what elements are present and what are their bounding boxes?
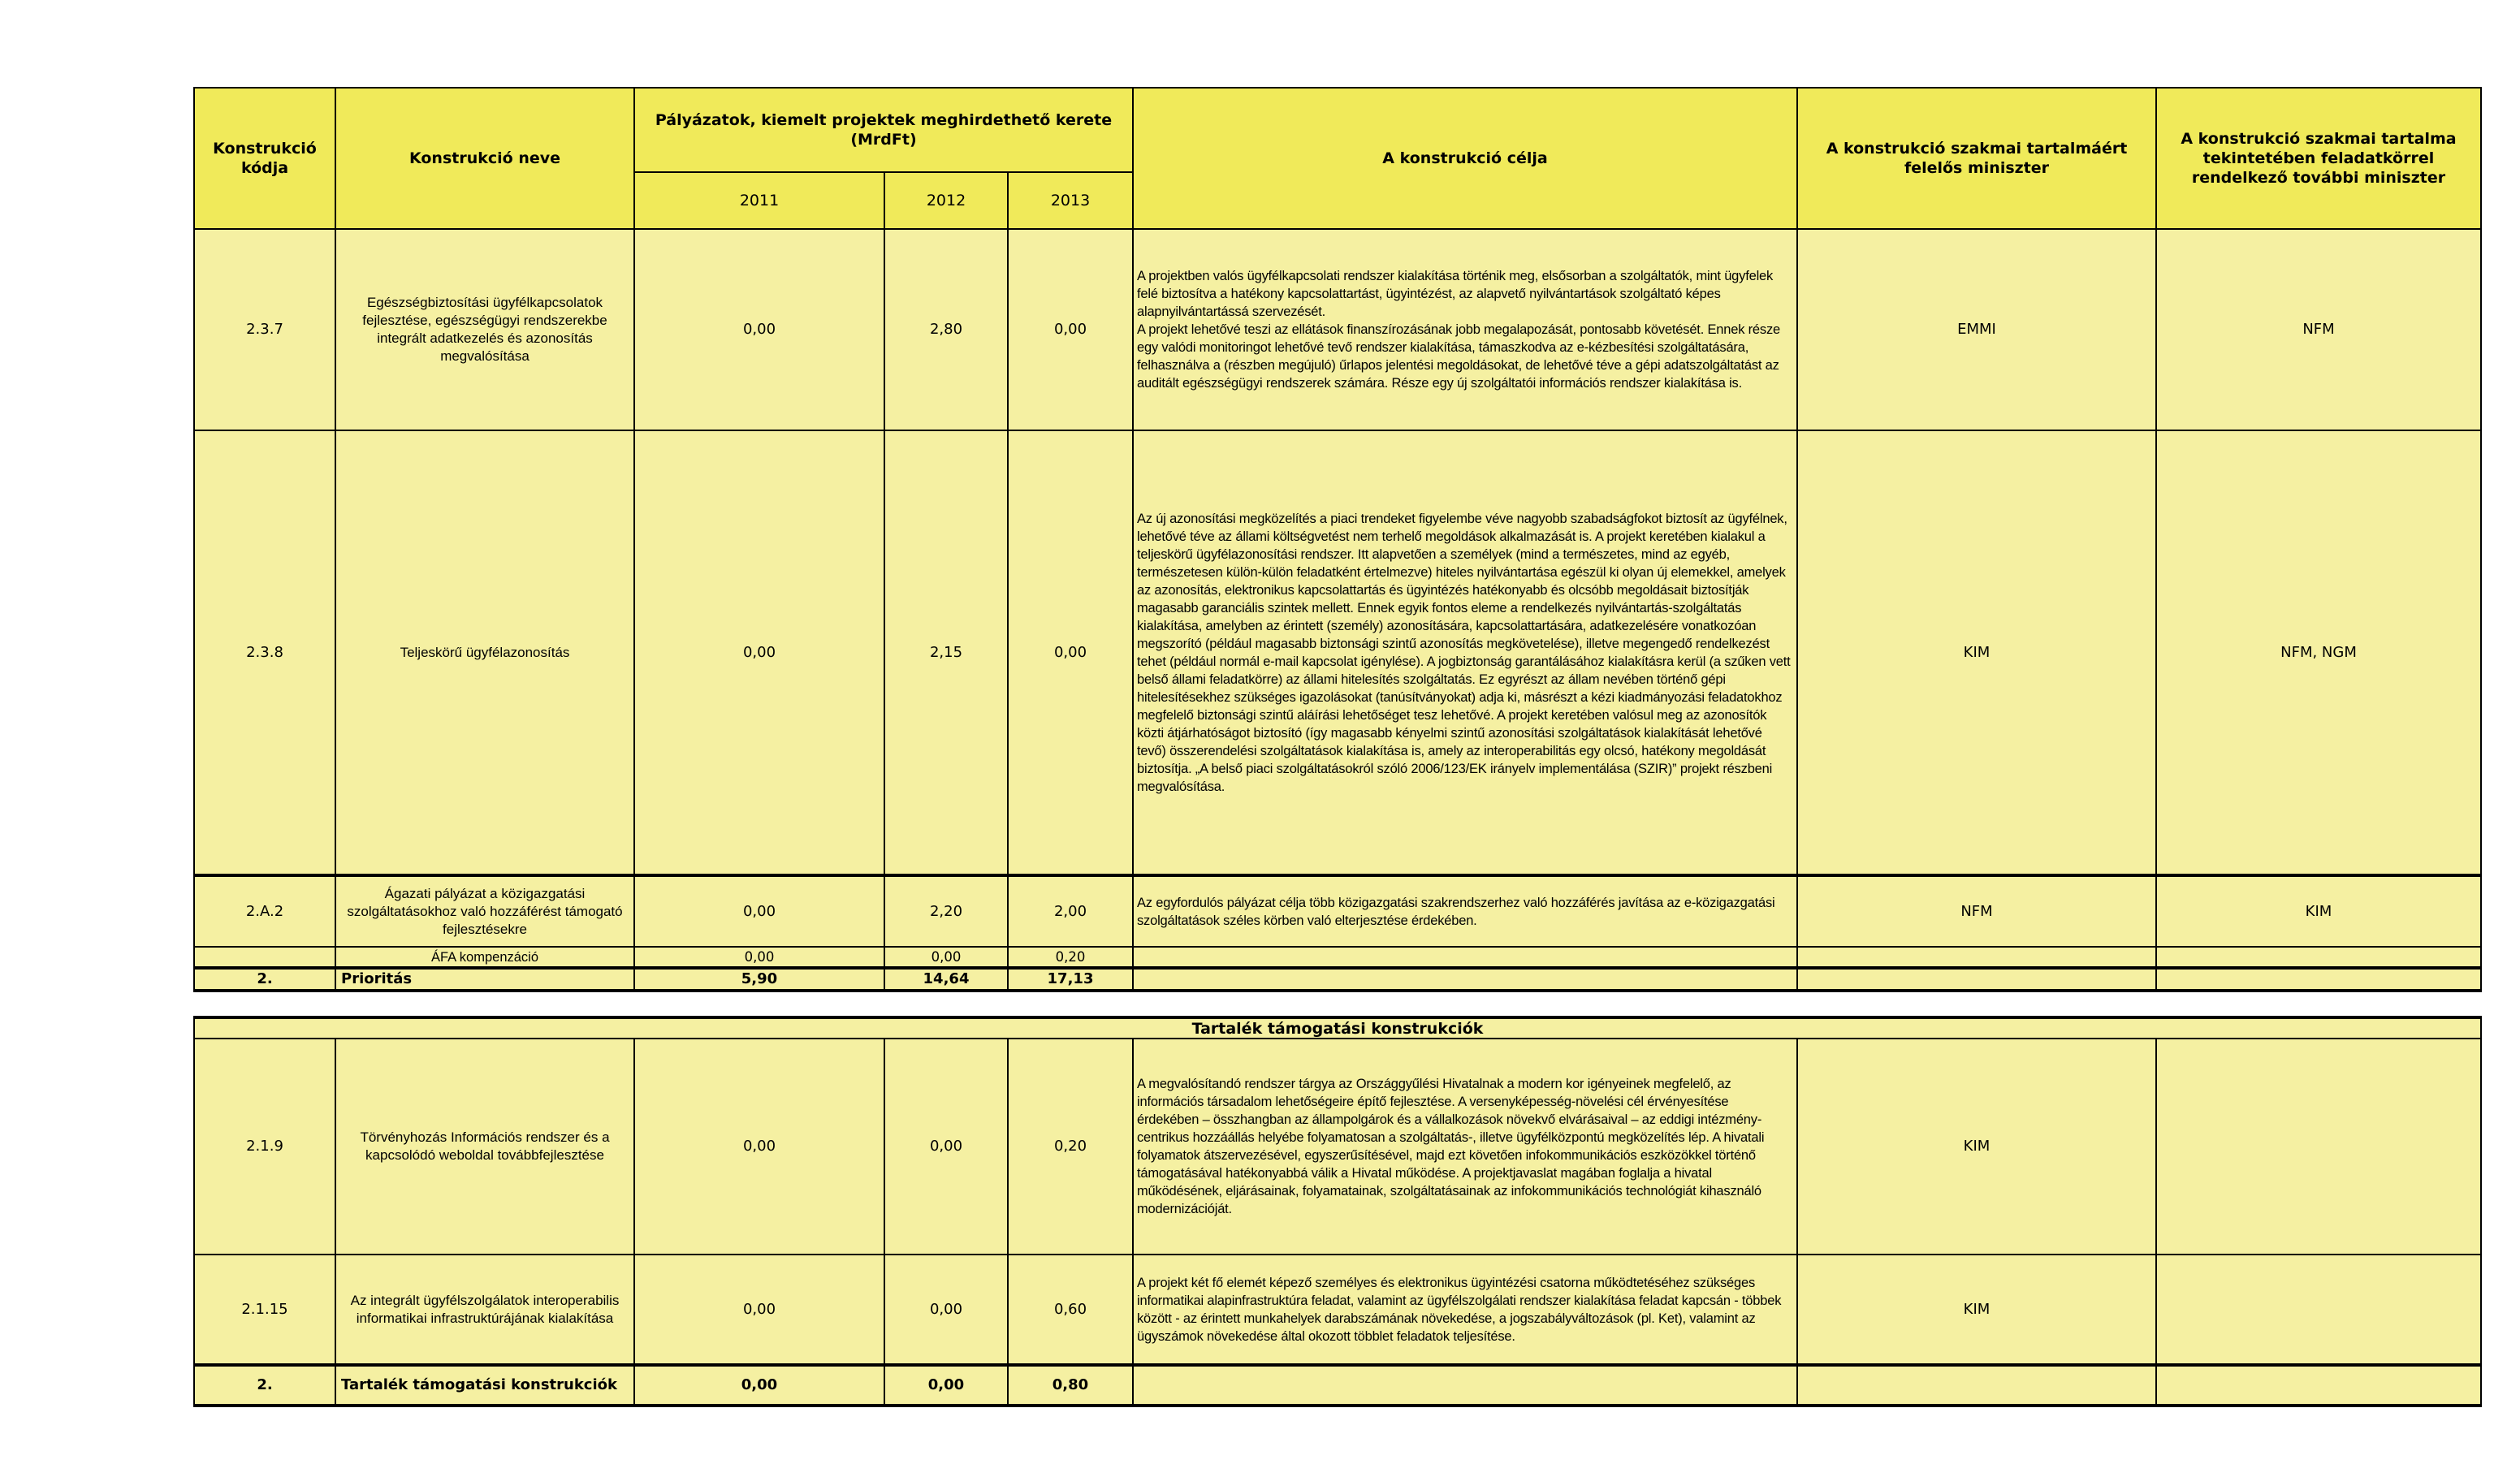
row-value-2012: 2,80 xyxy=(884,229,1008,430)
header-other-minister: A konstrukció szakmai tartalma tekintetében feladatkörrel rendelkező további miniszter xyxy=(2156,88,2481,229)
afa-code xyxy=(194,947,335,968)
total-minister xyxy=(1797,1365,2156,1406)
total-value-2013: 17,13 xyxy=(1008,968,1133,991)
table-row xyxy=(194,1039,2481,1255)
total-code: 2. xyxy=(194,1365,335,1406)
row-value-2011: 0,00 xyxy=(634,875,884,947)
afa-value-2011: 0,00 xyxy=(634,947,884,968)
afa-minister xyxy=(1797,947,2156,968)
row-value-2013: 0,00 xyxy=(1008,229,1133,430)
row-value-2013: 0,20 xyxy=(1008,1039,1133,1255)
header-name: Konstrukció neve xyxy=(335,88,634,229)
total-row xyxy=(194,968,2481,991)
row-minister: KIM xyxy=(1797,1255,2156,1365)
header-year-2012: 2012 xyxy=(884,172,1008,229)
row-name: Egészségbiztosítási ügyfélkapcsolatok fejlesztése, egészségügyi rendszerekbe integrált adatkezelés és azonosítás megvalósítása xyxy=(335,229,634,430)
table-row xyxy=(194,229,2481,430)
total-value-2011: 0,00 xyxy=(634,1365,884,1406)
row-name: Az integrált ügyfélszolgálatok interoperabilis informatikai infrastruktúrájának kialakítása xyxy=(335,1255,634,1365)
afa-other xyxy=(2156,947,2481,968)
row-value-2011: 0,00 xyxy=(634,229,884,430)
row-other-minister xyxy=(2156,1039,2481,1255)
header-code: Konstrukció kódja xyxy=(194,88,335,229)
row-code: 2.1.9 xyxy=(194,1039,335,1255)
row-name: Ágazati pályázat a közigazgatási szolgáltatásokhoz való hozzáférést támogató fejlesztésekre xyxy=(335,875,634,947)
table-row xyxy=(194,875,2481,947)
row-minister: KIM xyxy=(1797,430,2156,875)
total-goal xyxy=(1133,1365,1797,1406)
afa-label: ÁFA kompenzáció xyxy=(335,947,634,968)
total-row xyxy=(194,1365,2481,1406)
row-value-2013: 2,00 xyxy=(1008,875,1133,947)
row-minister: EMMI xyxy=(1797,229,2156,430)
row-other-minister: KIM xyxy=(2156,875,2481,947)
afa-value-2013: 0,20 xyxy=(1008,947,1133,968)
table-row xyxy=(194,1255,2481,1365)
row-value-2013: 0,00 xyxy=(1008,430,1133,875)
reserve-section-title: Tartalék támogatási konstrukciók xyxy=(194,1017,2481,1039)
header-minister: A konstrukció szakmai tartalmáért felelős miniszter xyxy=(1797,88,2156,229)
row-value-2011: 0,00 xyxy=(634,1255,884,1365)
row-other-minister: NFM, NGM xyxy=(2156,430,2481,875)
total-value-2012: 0,00 xyxy=(884,1365,1008,1406)
total-label: Tartalék támogatási konstrukciók xyxy=(335,1365,634,1406)
row-name: Törvényhozás Információs rendszer és a kapcsolódó weboldal továbbfejlesztése xyxy=(335,1039,634,1255)
row-goal: A megvalósítandó rendszer tárgya az Országgyűlési Hivatalnak a modern kor igényeinek megfelelő, az információs társadalom lehetőségeire építő fejlesztése. A versenyképesség-növelési cél érvényesítése érdekében – összhangban az állampolgárok és a vállalkozások növekvő elvárásaival – az eddigi intézmény-centrikus hozzáállás helyébe folyamatosan a szolgáltatás-, illetve ügyfélközpontú megközelítés lép. A hivatali folyamatok átszervezésével, egyszerűsítésével, majd ezt követően infokommunikációs eszközökkel történő támogatásával hatékonyabbá válik a Hivatal működése. A projektjavaslat magában foglalja a hivatal működésének, eljárásainak, folyamatainak, szolgáltatásainak az infokommunikációs technológiát kihasználó modernizációját. xyxy=(1133,1039,1797,1255)
header-goal: A konstrukció célja xyxy=(1133,88,1797,229)
afa-goal xyxy=(1133,947,1797,968)
main-table xyxy=(193,87,2482,992)
row-value-2011: 0,00 xyxy=(634,430,884,875)
row-other-minister xyxy=(2156,1255,2481,1365)
reserve-table xyxy=(193,1016,2482,1407)
total-goal xyxy=(1133,968,1797,991)
row-code: 2.A.2 xyxy=(194,875,335,947)
afa-row xyxy=(194,947,2481,968)
row-code: 2.3.8 xyxy=(194,430,335,875)
row-code: 2.3.7 xyxy=(194,229,335,430)
total-value-2011: 5,90 xyxy=(634,968,884,991)
total-value-2013: 0,80 xyxy=(1008,1365,1133,1406)
row-goal: Az új azonosítási megközelítés a piaci trendeket figyelembe véve nagyobb szabadságfokot biztosít az ügyfélnek, lehetővé téve az állami költségvetést nem terhelő megoldások alkalmazását is. A projekt keretében kialakul a teljeskörű ügyfélazonosítási rendszer. Itt alapvetően a személyek (mind a természetes, mind az egyéb, természetesen külön-külön feladatként értelmezve) hiteles nyilvántartása egészül ki olyan új elemekkel, amelyek az azonosítás, elektronikus kapcsolattartás és ügyintézés hatékonyabb és olcsóbb megoldásait biztosítják magasabb garanciális szintek mellett. Ennek egyik fontos eleme a rendelkezés nyilvántartás-szolgáltatás kialakítása, amelyben az érintett (személy) azonosítására, kapcsolattartására, adatkezelésére vonatkozóan megszorító (például magasabb biztonsági szintű azonosítás megkövetelése), illetve megengedő rendelkezést tehet (például normál e-mail kapcsolat igénylése). A jogbiztonság garantálásához kialakításra kerül (a szűken vett belső állami feladatkörre) az állami hitelesítés szolgáltatás. Ez egyrészt az állam nevében történő gépi hitelesítésekhez szükséges igazolásokat (tanúsítványokat) adja ki, másrészt a kézi kiadmányozási feladatokhoz megfelelő biztonsági szintű aláírási lehetőséget tesz lehetővé. A projekt keretében valósul meg az azonosítók közti átjárhatóságot biztosító (így magasabb kényelmi szintű azonosítási szolgáltatások kialakítását lehetővé tevő) összerendelési szolgáltatások kialakítása is, amely az interoperabilitás egy olcsó, hatékony megoldását biztosítja. „A belső piaci szolgáltatásokról szóló 2006/123/EK irányelv implementálása (SZIR)” projekt részbeni megvalósítása. xyxy=(1133,430,1797,875)
header-budget: Pályázatok, kiemelt projektek meghirdethető kerete (MrdFt) xyxy=(634,88,1133,172)
row-value-2013: 0,60 xyxy=(1008,1255,1133,1365)
row-value-2012: 0,00 xyxy=(884,1039,1008,1255)
row-goal: Az egyfordulós pályázat célja több közigazgatási szakrendszerhez való hozzáférés javítása az e-közigazgatási szolgáltatások széles körben való elterjesztése érdekében. xyxy=(1133,875,1797,947)
total-minister xyxy=(1797,968,2156,991)
row-other-minister: NFM xyxy=(2156,229,2481,430)
total-other xyxy=(2156,1365,2481,1406)
total-code: 2. xyxy=(194,968,335,991)
afa-value-2012: 0,00 xyxy=(884,947,1008,968)
total-other xyxy=(2156,968,2481,991)
row-value-2012: 0,00 xyxy=(884,1255,1008,1365)
table-row xyxy=(194,430,2481,875)
total-value-2012: 14,64 xyxy=(884,968,1008,991)
row-code: 2.1.15 xyxy=(194,1255,335,1365)
row-goal: A projekt két fő elemét képező személyes és elektronikus ügyintézési csatorna működtetéséhez szükséges informatikai alapinfrastruktúra feladat, valamint az ügyfélszolgálati rendszer kialakítása feladat kapcsán - többek között - az érintett munkahelyek darabszámának növekedése, a jogszabályváltozások (pl. Ket), valamint az ügyszámok növekedése által okozott többlet feladatok teljesítése. xyxy=(1133,1255,1797,1365)
row-value-2011: 0,00 xyxy=(634,1039,884,1255)
header-year-2011: 2011 xyxy=(634,172,884,229)
row-minister: NFM xyxy=(1797,875,2156,947)
row-name: Teljeskörű ügyfélazonosítás xyxy=(335,430,634,875)
row-goal: A projektben valós ügyfélkapcsolati rendszer kialakítása történik meg, elsősorban a szolgáltatók, mint ügyfelek felé biztosítva a hatékony kapcsolattartást, ügyintézést, az alapvető nyilvántartások szolgáltató képes alapnyilvántartássá szervezését. A projekt lehetővé teszi az ellátások finanszírozásának jobb megalapozását, pontosabb követését. Ennek része egy valódi monitoringot lehetővé tevő rendszer kialakítása, támaszkodva az e-kézbesítési szolgáltatására, felhasználva a (részben megújuló) űrlapos jelentési megoldásokat, de lehetővé téve a gépi adatszolgáltatást az auditált egészségügyi rendszerek számára. Része egy új szolgáltatói információs rendszer kialakítása is. xyxy=(1133,229,1797,430)
header-year-2013: 2013 xyxy=(1008,172,1133,229)
total-label: Prioritás xyxy=(335,968,634,991)
row-value-2012: 2,20 xyxy=(884,875,1008,947)
row-minister: KIM xyxy=(1797,1039,2156,1255)
row-value-2012: 2,15 xyxy=(884,430,1008,875)
